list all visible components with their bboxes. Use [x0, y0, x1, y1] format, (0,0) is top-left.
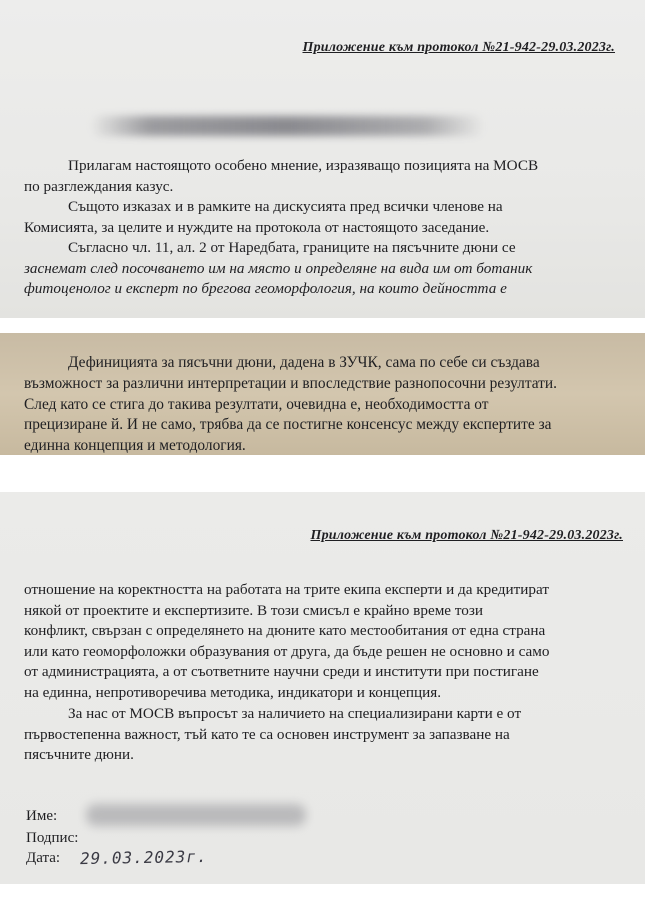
text-line: Прилагам настоящото особено мнение, изразяващо позицията на МОСВ — [68, 157, 539, 174]
paragraph-regulation — [24, 238, 624, 300]
handwritten-date: 29.03.2023г. — [79, 846, 208, 869]
redacted-name — [86, 804, 306, 826]
document-fragment-3 — [0, 492, 645, 884]
text-line: заснемат след посочването им на място и определяне на вида им от ботаник — [24, 259, 533, 277]
text-line: на единна, непротиворечива методика, индикатори и концепция. — [24, 683, 442, 701]
document-fragment-2 — [0, 333, 645, 455]
text-line: от администрацията, а от съответните научни среди и институти при постигане — [24, 663, 539, 681]
text-line: прецизиране й. И не само, трябва да се постигне консенсус между експертите за — [24, 416, 552, 434]
date-label: Дата: — [26, 850, 61, 866]
text-line: Съгласно чл. 11, ал. 2 от Наредбата, границите на пясъчните дюни се — [68, 239, 516, 256]
text-line: фитоценолог и експерт по брегова геоморфология, на които дейността е — [24, 280, 507, 298]
text-line: някой от проектите и експертизите. В този смисъл е крайно време този — [24, 601, 483, 619]
text-line: по разглеждания казус. — [24, 177, 174, 195]
text-line: За нас от МОСВ въпросът за наличието на специализирани карти е от — [68, 705, 522, 722]
paragraph-definition — [24, 353, 624, 455]
text-line: единна концепция и методология. — [24, 437, 246, 455]
text-line: Комисията, за целите и нуждите на протокола от настоящото заседание. — [24, 218, 490, 236]
text-line: конфликт, свързан с определянето на дюните като местообитания от една страна — [24, 622, 546, 640]
text-line: първостепенна важност, тъй като те са основен инструмент за запазване на — [24, 725, 510, 743]
text-line: Същото изказах и в рамките на дискусията пред всички членове на — [68, 198, 503, 215]
paragraph-maps — [24, 704, 624, 766]
text-line: След като се стига до такива резултати, очевидна е, необходимостта от — [24, 395, 489, 413]
text-line: възможност за различни интерпретации и впоследствие разнопосочни резултати. — [24, 374, 557, 392]
redacted-name — [90, 116, 485, 136]
text-line: Дефиницията за пясъчни дюни, дадена в ЗУЧК, сама по себе си създава — [68, 354, 540, 371]
paragraph-discussion — [24, 197, 624, 238]
text-line: или като геоморфоложки образувания от друга, да бъде решен не основно и само — [24, 642, 550, 660]
name-label: Име: — [26, 808, 58, 824]
text-line: пясъчните дюни. — [24, 746, 134, 764]
text-line: отношение на коректността на работата на трите екипа експерти и да кредитират — [24, 581, 549, 598]
protocol-header: Приложение към протокол №21-942-29.03.2023г. — [310, 528, 623, 543]
paragraph-intro — [24, 156, 624, 197]
document-fragment-1 — [0, 0, 645, 318]
paragraph-conflict — [24, 580, 624, 704]
protocol-header: Приложение към протокол №21-942-29.03.2023г. — [302, 40, 615, 55]
signature-label: Подпис: — [26, 830, 79, 846]
